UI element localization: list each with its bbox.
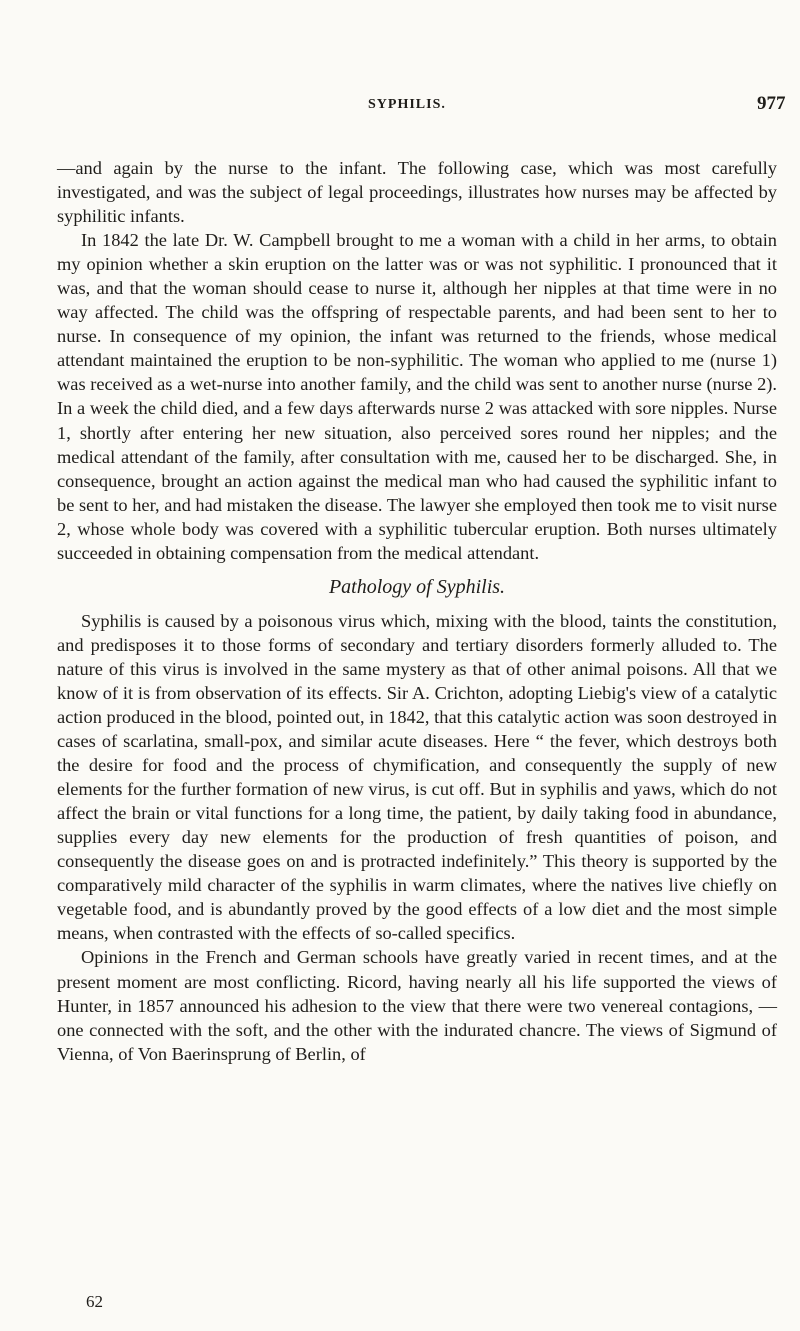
paragraph: Opinions in the French and German schools have greatly varied in recent times, and at the present moment are most conflicting. Ricord, having nearly all his life supported the views of Hunter, in 1857 announced his adhesion to the view that there were two venereal contagions, —one connected with the soft, and the other with the indurated chancre. The views of Sigmund of Vienna, of Von Baerinsprung of Berlin, of — [57, 947, 777, 1064]
running-title: SYPHILIS. — [368, 97, 446, 112]
body-text — [57, 156, 777, 1066]
section-heading: Pathology of Syphilis. — [328, 575, 506, 598]
running-head — [0, 93, 800, 119]
paragraph: In 1842 the late Dr. W. Campbell brought to me a woman with a child in her arms, to obtain my opinion whether a skin eruption on the latter was or was not syphilitic. I pronounced that it was, and that the woman should cease to nurse it, although her nipples at that time were in no way affected. The child was the offspring of respectable parents, and had been sent to her to nurse. In consequence of my opinion, the infant was returned to the friends, whose medical attendant maintained the eruption to be non-syphilitic. The woman who applied to me (nurse 1) was received as a wet-nurse into another family, and the child was sent to another nurse (nurse 2). In a week the child died, and a few days afterwards nurse 2 was attacked with sore nipples. Nurse 1, shortly after entering her new situation, also perceived sores round her nipples; and the medical attendant of the family, after consultation with me, caused her to be discharged. She, in consequence, brought an action against the medical man who had caused the syphilitic infant to be sent to her, and had mistaken the disease. The lawyer she employed then took me to visit nurse 2, whose whole body was covered with a syphilitic tubercular eruption. Both nurses ultimately succeeded in obtaining compensation from the medical attendant. — [57, 230, 777, 563]
paragraph: Syphilis is caused by a poisonous virus which, mixing with the blood, taints the constitution, and predisposes it to those forms of secondary and tertiary disorders formerly alluded to. The nature of this virus is involved in the same mystery as that of other animal poisons. All that we know of it is from observation of its effects. Sir A. Crichton, adopting Liebig's view of a catalytic action produced in the blood, pointed out, in 1842, that this catalytic action was soon destroyed in cases of scarlatina, small-pox, and similar acute diseases. Here “ the fever, which destroys both the desire for food and the process of chymification, and consequently the supply of new elements for the further formation of new virus, is cut off. But in syphilis and yaws, which do not affect the brain or vital functions for a long time, the patient, by daily taking food in abundance, supplies every day new elements for the production of fresh quantities of poison, and consequently the disease goes on and is protracted indefinitely.” This theory is supported by the comparatively mild character of the syphilis in warm climates, where the natives live chiefly on vegetable food, and is abundantly proved by the good effects of a low diet and the most simple means, when contrasted with the effects of so-called specifics. — [57, 610, 777, 944]
page-number: 977 — [757, 93, 786, 114]
signature-mark: 62 — [86, 1292, 103, 1311]
paragraph: —and again by the nurse to the infant. The following case, which was most carefully investigated, and was the subject of legal proceedings, illustrates how nurses may be affected by syphilitic infants. — [57, 158, 777, 227]
